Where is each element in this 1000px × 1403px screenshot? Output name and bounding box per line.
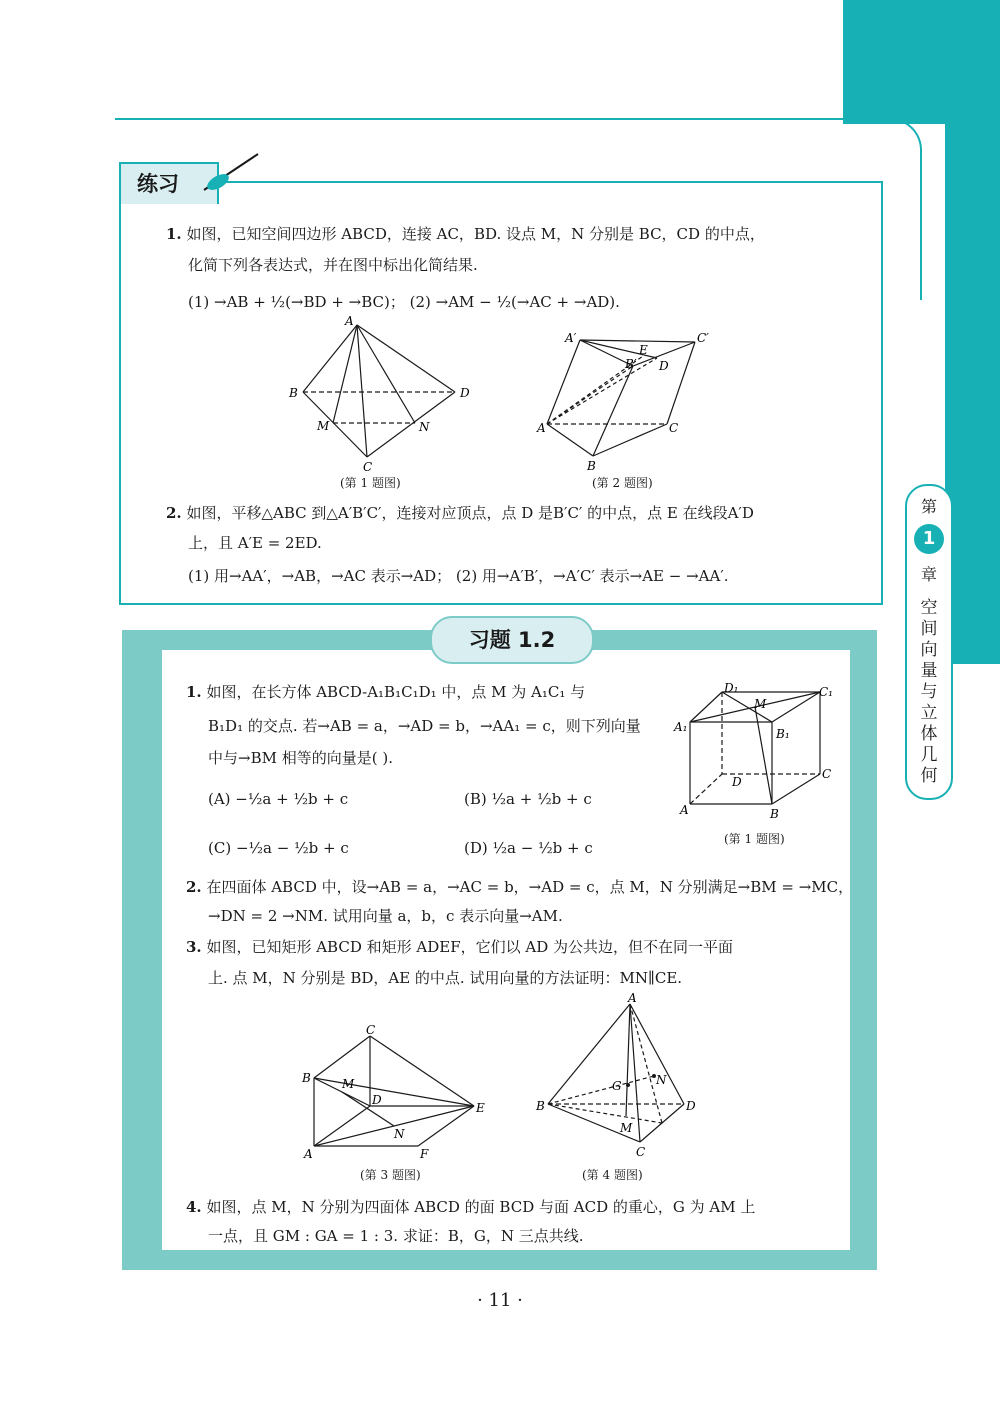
practice-q2-line1 [166, 503, 754, 523]
header-teal-band [843, 0, 1000, 124]
exercise-q3-text1: 如图，已知矩形 ABCD 和矩形 ADEF，它们以 AD 为公共边，但不在同一平面 [206, 938, 734, 956]
label-D: D [686, 1099, 696, 1113]
exercise-q3-line1 [186, 937, 733, 957]
exercise-q3-line2: 上. 点 M，N 分别是 BD，AE 的中点. 试用向量的方法证明：MN∥CE. [208, 969, 683, 987]
label-A: A [537, 421, 546, 435]
label-B1: B′ [625, 357, 637, 371]
exercise-q2-line1 [186, 877, 853, 897]
exercise-fig3-caption: (第 3 题图) [360, 1168, 421, 1182]
label-D: D [372, 1093, 382, 1107]
exercise-q1-line3: 中与→BM 相等的向量是( ). [208, 749, 393, 767]
exercise-title: 习题 1.2 [430, 616, 594, 664]
practice-q2-line2: 上，且 A′E = 2ED. [188, 534, 322, 552]
exercise-q2-line2: →DN = 2 →NM. 试用向量 a，b，c 表示向量→AM. [208, 907, 563, 925]
label-C: C [363, 460, 373, 474]
practice-title-text: 练习 [137, 172, 179, 196]
exercise-q1-text1: 如图，在长方体 ABCD-A₁B₁C₁D₁ 中，点 M 为 A₁C₁ 与 [206, 683, 586, 701]
chapter-zhang: 章 [920, 565, 937, 584]
label-F: F [420, 1147, 429, 1161]
pen-icon [196, 150, 266, 198]
chapter-title: 空间向量与立体几何 [920, 598, 938, 786]
practice-q2-text1: 如图，平移△ABC 到△A′B′C′，连接对应顶点，点 D 是B′C′ 的中点，点 E 在线段A′D [186, 504, 754, 522]
label-B: B [770, 807, 779, 821]
exercise-q3-num: 3. [186, 938, 202, 956]
label-C: C [669, 421, 679, 435]
label-A: A [680, 803, 689, 817]
label-M: M [317, 419, 330, 433]
header-rule [115, 118, 850, 120]
exercise-q4-line2: 一点，且 GM : GA = 1 : 3. 求证：B，G，N 三点共线. [208, 1227, 584, 1245]
label-D: D [732, 775, 742, 789]
label-B: B [587, 459, 596, 473]
exercise-figure-3 [298, 1020, 498, 1162]
practice-q2-parts: (1) 用→AA′，→AB，→AC 表示→AD； (2) 用→A′B′，→A′C′ 表示→AE − →AA′. [188, 567, 729, 585]
label-D: D [659, 359, 669, 373]
label-A: A [304, 1147, 313, 1161]
chapter-di: 第 [920, 497, 937, 516]
practice-q1-line1 [166, 224, 765, 244]
exercise-q2-num: 2. [186, 878, 202, 896]
label-M: M [754, 697, 767, 711]
label-A1: A′ [565, 331, 577, 345]
label-E: E [476, 1101, 485, 1115]
label-A: A [345, 315, 354, 328]
exercise-figure-1 [672, 678, 842, 823]
practice-fig1-caption: (第 1 题图) [340, 476, 401, 490]
label-N: N [419, 420, 430, 434]
label-B_1: B₁ [776, 727, 790, 741]
exercise-fig1-caption: (第 1 题图) [724, 832, 785, 846]
exercise-q4-num: 4. [186, 1198, 202, 1216]
side-teal-band [945, 124, 1000, 664]
point-G [626, 1083, 630, 1087]
exercise-q1-line2: B₁D₁ 的交点. 若→AB = a，→AD = b，→AA₁ = c，则下列向量 [208, 717, 641, 735]
exercise-q1-optC: (C) −½a − ½b + c [208, 839, 349, 857]
label-B: B [289, 386, 298, 400]
label-A_1: A₁ [674, 720, 688, 734]
exercise-q4-text1: 如图，点 M，N 分别为四面体 ABCD 的面 BCD 与面 ACD 的重心，G 为 AM 上 [206, 1198, 756, 1216]
exercise-figure-4 [532, 990, 712, 1162]
practice-q1-line2: 化简下列各表达式，并在图中标出化简结果. [188, 256, 478, 274]
label-C_1: C₁ [819, 685, 833, 699]
practice-figure-2 [535, 328, 715, 473]
practice-q1-parts: (1) →AB + ½(→BD + →BC)； (2) →AM − ½(→AC + →AD). [188, 293, 620, 311]
label-C: C [822, 767, 832, 781]
label-N: N [656, 1073, 667, 1087]
exercise-q1-optD: (D) ½a − ½b + c [464, 839, 593, 857]
label-G: G [612, 1079, 622, 1093]
exercise-q1-num: 1. [186, 683, 202, 701]
label-E: E [639, 343, 648, 357]
practice-figure-1 [285, 315, 480, 475]
exercise-fig4-caption: (第 4 题图) [582, 1168, 643, 1182]
page-number: · 11 · [477, 1290, 523, 1311]
exercise-q1-optA: (A) −½a + ½b + c [208, 790, 349, 808]
label-B: B [302, 1071, 311, 1085]
practice-q1-num: 1. [166, 225, 182, 243]
exercise-q1-line1 [186, 682, 585, 702]
exercise-q2-text1: 在四面体 ABCD 中，设→AB = a，→AC = b，→AD = c，点 M，N 分别满足→BM = →MC， [206, 878, 854, 896]
label-D_1: D₁ [724, 681, 739, 695]
label-C1: C′ [697, 331, 709, 345]
practice-q1-text1: 如图，已知空间四边形 ABCD，连接 AC，BD. 设点 M，N 分别是 BC，CD 的中点， [186, 225, 765, 243]
practice-q2-num: 2. [166, 504, 182, 522]
label-M: M [342, 1077, 355, 1091]
label-C: C [366, 1023, 376, 1037]
exercise-q1-optB: (B) ½a + ½b + c [464, 790, 592, 808]
chapter-tab [905, 484, 953, 800]
label-A: A [628, 991, 637, 1005]
chapter-number: 1 [914, 524, 944, 554]
label-D: D [460, 386, 470, 400]
label-B: B [536, 1099, 545, 1113]
practice-fig2-caption: (第 2 题图) [592, 476, 653, 490]
exercise-q4-line1 [186, 1197, 755, 1217]
label-C: C [636, 1145, 646, 1159]
label-M: M [620, 1121, 633, 1135]
label-N: N [394, 1127, 405, 1141]
